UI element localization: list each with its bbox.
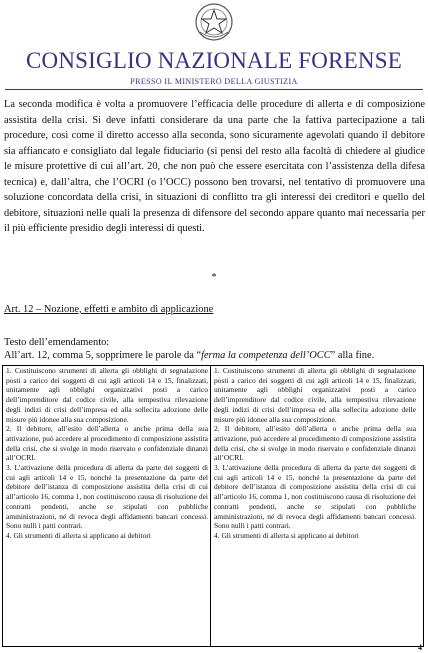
instruction-suffix: ” alla fine. [330, 350, 375, 361]
intro-paragraph: La seconda modifica è volta a promuovere l’efficacia delle procedure di allerta e di composizione assistita della crisi. Si deve infatti considerare da una parte che la fattiva partecipazione a tali procedure, così come il diretto accesso alla seconda, sono sicuramente agevolati quando il debitore sia affiancato e consigliato dal legale fiduciario (si pensi del resto alla facoltà di chiedere al giudice le misure protettive di cui all’art. 20, che non può che essere esercitata con l’assistenza della difesa tecnica) e, dall’altra, che l’OCRI (o l’OCC) possono ben trovarsi, nel tentativo di promuovere una soluzione concordata della crisi, in situazioni di conflitto tra gli interessi dei creditori e quello del debitore, situazioni nelle quali la presenza di difensore del secondo appare quanto mai necessaria per il più efficiente presidio degli interessi di questi. [4, 99, 425, 234]
amendment-label: Testo dell’emendamento: [4, 337, 110, 348]
header-subtitle: PRESSO IL MINISTERO DELLA GIUSTIZIA [130, 77, 298, 86]
table-cell-paragraph: 3. L’attivazione della procedura di allerta da parte dei soggetti di cui agli articoli 14 e 15, nonché la presentazione da parte del debitore dell’istanza di composizione assistita della crisi di cui all’articolo 16, comma 1, non costituiscono causa di risoluzione dei contratti pendenti, anche se stipulati con pubbliche amministrazioni, né di revoca degli affidamenti bancari concessi. Sono nulli i patti contrari. [214, 463, 416, 531]
amendment-instruction [4, 350, 374, 361]
table-column-original [3, 366, 211, 646]
section-separator: * [211, 272, 217, 283]
header-title: CONSIGLIO NAZIONALE FORENSE [26, 48, 402, 73]
instruction-quote: ferma la competenza dell’OCC [201, 350, 331, 361]
comparison-table [2, 365, 424, 647]
table-cell-paragraph: 1. Costituiscono strumenti di allerta gli obblighi di segnalazione posti a carico dei soggetti di cui agli articoli 14 e 15, finalizzati, unitamente agli obblighi organizzativi posti a carico dell’imprenditore dal codice civile, alla tempestiva rilevazione degli indizi di crisi dell’impresa ed alla sollecita adozione delle misure più idonee alla sua composizione. [214, 366, 416, 424]
table-column-amended [211, 366, 418, 646]
instruction-prefix: All’art. 12, comma 5, sopprimere le parole da “ [4, 350, 202, 361]
table-cell-paragraph: 2. Il debitore, all’esito dell’allerta o anche prima della sua attivazione, può accedere al procedimento di composizione assistita della crisi, che si svolge in modo riservato e confidenziale dinanzi all’OCRI. [6, 424, 208, 463]
table-cell-paragraph: 2. Il debitore, all’esito dell’allerta o anche prima della sua attivazione, può accedere al procedimento di composizione assistita della crisi, che si svolge in modo riservato e confidenziale dinanzi all’OCRI. [214, 424, 416, 463]
table-cell-paragraph: 3. L’attivazione della procedura di allerta da parte dei soggetti di cui agli articoli 14 e 15, nonché la presentazione da parte del debitore dell’istanza di composizione assistita della crisi di cui all’articolo 16, comma 1, non costituiscono causa di risoluzione dei contratti pendenti, anche se stipulati con pubbliche amministrazioni, né di revoca degli affidamenti bancari concessi. Sono nulli i patti contrari. [6, 463, 208, 531]
table-cell-paragraph: 4. Gli strumenti di allerta si applicano ai debitori [214, 530, 359, 540]
header-divider [5, 89, 423, 90]
italian-republic-emblem-icon [194, 2, 234, 42]
article-heading: Art. 12 – Nozione, effetti e ambito di applicazione [4, 304, 214, 315]
table-cell-paragraph: 1. Costituiscono strumenti di allerta gli obblighi di segnalazione posti a carico dei soggetti di cui agli articoli 14 e 15, finalizzati, unitamente agli obblighi organizzativi posti a carico dell’imprenditore dal codice civile, alla tempestiva rilevazione degli indizi di crisi dell’impresa ed alla sollecita adozione delle misure più idonee alla sua composizione. [6, 366, 208, 424]
page-number: 4 [418, 643, 422, 652]
table-cell-paragraph: 4. Gli strumenti di allerta si applicano ai debitori [6, 530, 151, 540]
